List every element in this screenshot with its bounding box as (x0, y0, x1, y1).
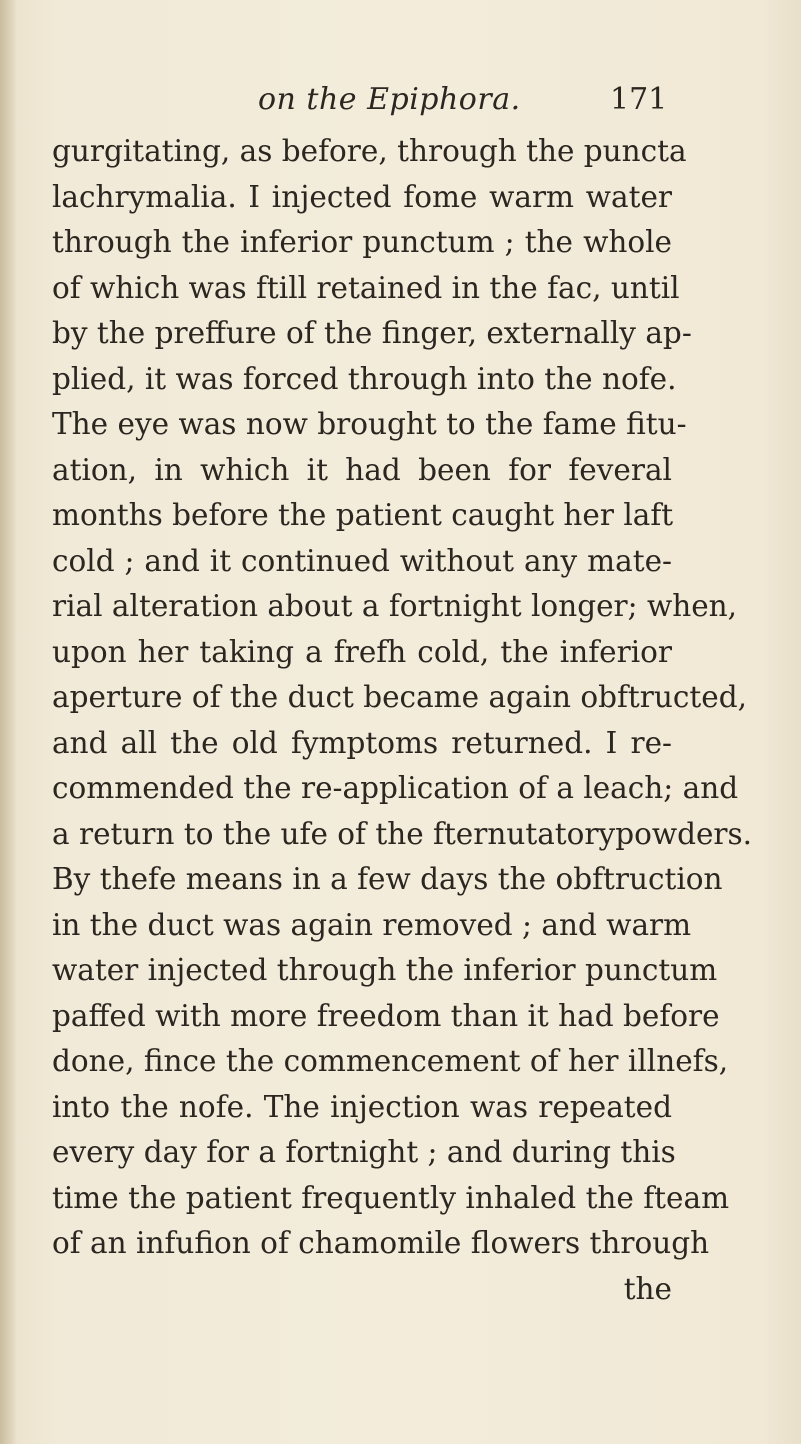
text-line: paffed with more freedom than it had before (52, 998, 720, 1033)
text-line: gurgitating, as before, through the puncta (52, 134, 687, 168)
text-line: time the patient frequently inhaled the fteam (52, 1180, 730, 1215)
text-line: By thefe means in a few days the obftruction (52, 862, 723, 896)
text-line: through the inferior punctum ; the whole (52, 225, 672, 259)
text-line: water injected through the inferior punctum (52, 953, 718, 987)
text-line: months before the patient caught her laft (52, 498, 674, 532)
text-line: aperture of the duct became again obftructed, (52, 680, 747, 714)
text-line: upon her taking a frefh cold, the inferior (52, 634, 672, 669)
text-line: lachrymalia. I injected fome warm water (52, 179, 672, 214)
page-number: 171 (610, 82, 668, 117)
text-line: ation, in which it had been for feveral (52, 452, 672, 487)
running-title: on the Epiphora. (258, 82, 521, 117)
text-line: and all the old fymptoms returned. I re- (52, 725, 672, 760)
page-gutter-shadow (0, 0, 16, 1444)
text-line: done, fince the commencement of her illnefs, (52, 1044, 729, 1078)
text-line: into the nofe. The injection was repeated (52, 1089, 672, 1124)
text-line: cold ; and it continued without any mate- (52, 543, 672, 578)
text-line: commended the re-application of a leach; and (52, 771, 739, 805)
text-line: every day for a fortnight ; and during this (52, 1135, 676, 1169)
text-line: plied, it was forced through into the nofe. (52, 361, 677, 396)
text-line: rial alteration about a fortnight longer; when, (52, 589, 738, 623)
text-line: of an infufion of chamomile flowers through (52, 1226, 710, 1260)
body-text (52, 129, 753, 1312)
page-header (0, 80, 801, 120)
text-line: of which was ftill retained in the fac, until (52, 270, 680, 305)
text-line: The eye was now brought to the fame fitu- (52, 407, 687, 441)
catchword: the (623, 1271, 672, 1306)
text-line: by the preffure of the finger, externally ap- (52, 316, 692, 350)
text-line: in the duct was again removed ; and warm (52, 907, 692, 942)
text-line: a return to the ufe of the fternutatorypowders. (52, 816, 753, 851)
